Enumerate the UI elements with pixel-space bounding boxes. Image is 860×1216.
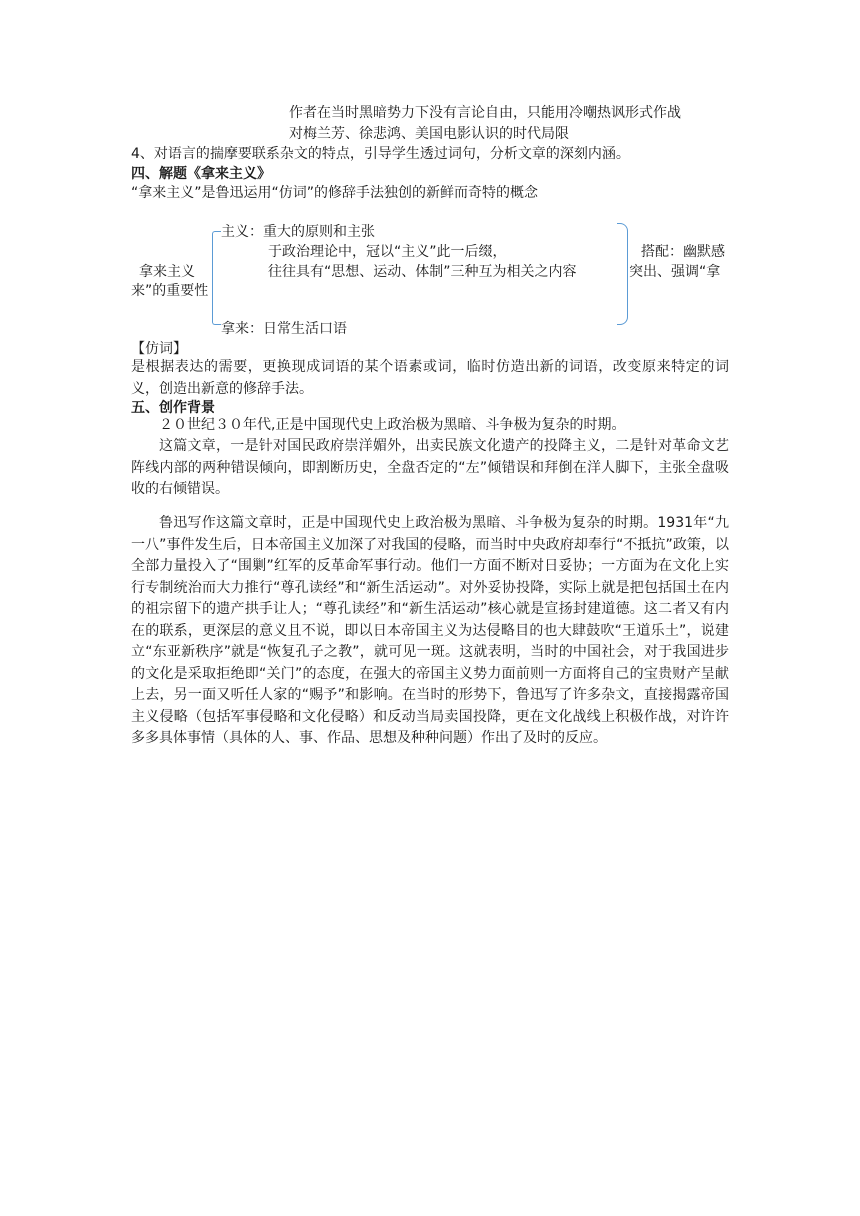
- right-bracket: [617, 223, 628, 325]
- point-4: 4、对语言的揣摩要联系杂文的特点，引导学生透过词句，分析文章的深刻内涵。: [131, 146, 630, 162]
- fangci-heading: 【仿词】: [131, 341, 187, 357]
- section-5-para-3: 鲁迅写作这篇文章时，正是中国现代史上政治极为黑暗、斗争极为复杂的时期。1931年“九一八”事件发生后，日本帝国主义加深了对我国的侵略，而当时中央政府却奉行“不抵抗”政策，以全部力量投入了“围剿”红军的反革命军事行动。他们一方面不断对日妥协；一方面为在文化上实行专制统治而大力推行“尊孔读经”和“新生活运动”。对外妥协投降，实际上就是把包括国土在内的祖宗留下的遗产拱手让人；“尊孔读经”和“新生活运动”核心就是宣扬封建道德。这二者又有内在的联系，更深层的意义且不说，即以日本帝国主义为达侵略目的也大肆鼓吹“王道乐土”，说建立“东亚新秩序”就是“恢复孔子之教”，就可见一斑。这就表明，当时的中国社会，对于我国进步的文化是采取拒绝即“关门”的态度，在强大的帝国主义势力面前则一方面将自己的宝贵财产呈献上去，另一面又听任人家的“赐予”和影响。在当时的形势下，鲁迅写了许多杂文，直接揭露帝国主义侵略（包括军事侵略和文化侵略）和反动当局卖国投降，更在文化战线上积极作战，对许许多多具体事情（具体的人、事、作品、思想及种种问题）作出了及时的反应。: [131, 515, 729, 746]
- top-line-1: 作者在当时黑暗势力下没有言论自由，只能用冷嘲热讽形式作战: [289, 105, 681, 121]
- section-4-intro: “拿来主义”是鲁迅运用“仿词”的修辞手法独创的新鲜而奇特的概念: [131, 185, 539, 201]
- section-5-para-1: ２０世纪３０年代,正是中国现代史上政治极为黑暗、斗争极为复杂的时期。: [159, 417, 626, 433]
- left-label-2: 来”的重要性: [131, 283, 209, 299]
- top-line-2: 对梅兰芳、徐悲鸿、美国电影认识的时代局限: [289, 126, 569, 142]
- left-bracket: [212, 231, 221, 325]
- section-4-heading: 四、解题《拿来主义》: [131, 166, 271, 182]
- nalai-label: 拿来：日常生活口语: [221, 321, 347, 337]
- zhuyi-detail-2: 往往具有“思想、运动、体制”三种互为相关之内容: [268, 264, 577, 280]
- section-5-para-2: 这篇文章，一是针对国民政府崇洋媚外，出卖民族文化遗产的投降主义，二是针对革命文艺阵线内部的两种错误倾向，即割断历史，全盘否定的“左”倾错误和拜倒在洋人脚下，主张全盘吸收的右倾错误。: [131, 438, 729, 497]
- fangci-body: 是根据表达的需要，更换现成词语的某个语素或词，临时仿造出新的词语，改变原来特定的词义，创造出新意的修辞手法。: [131, 359, 729, 397]
- right-label-1: 搭配：幽默感: [641, 244, 725, 260]
- right-label-2: 突出、强调“拿: [629, 264, 721, 280]
- zhuyi-label: 主义：重大的原则和主张: [221, 224, 375, 240]
- zhuyi-detail-1: 于政治理论中，冠以“主义”此一后缀，: [268, 244, 507, 260]
- section-5-heading: 五、创作背景: [131, 400, 215, 416]
- left-label-1: 拿来主义: [139, 264, 195, 280]
